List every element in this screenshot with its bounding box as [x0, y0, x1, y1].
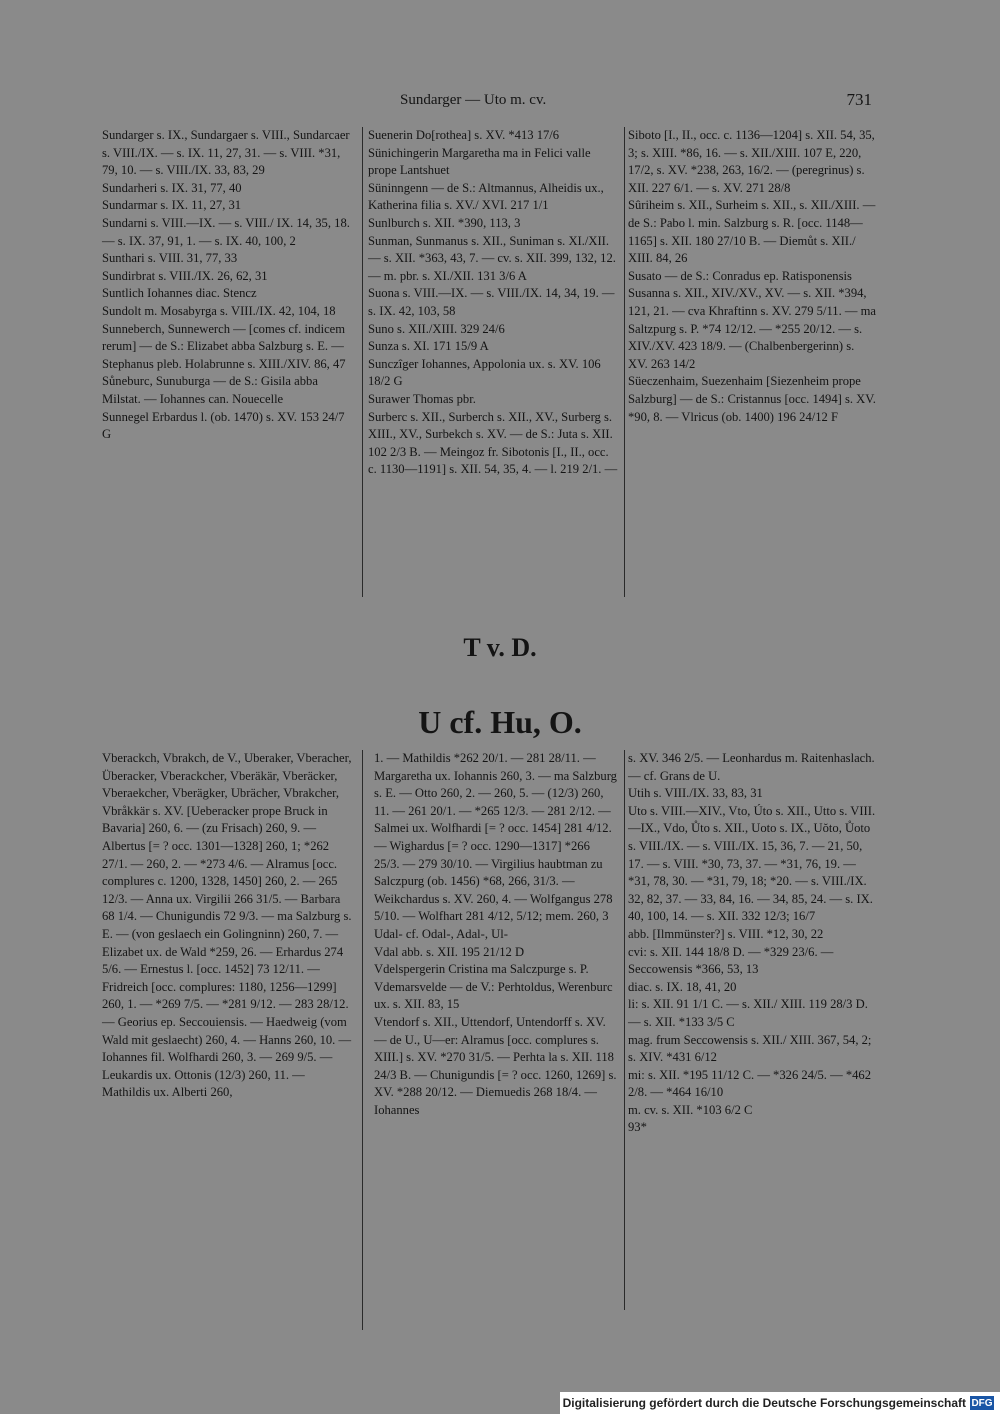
- page-header: [0, 92, 1000, 114]
- funding-footer: [560, 1392, 1000, 1414]
- bottom-column-1: Vberackch, Vbrakch, de V., Uberaker, Vberacher, Überacker, Vberackcher, Vberäkär, Vberäcker, Vberaekcher, Vberägker, Ubrächer, Vbrakcher, Vbråkkär s. XV. [Ueberacker prope Bruck in Bavaria] 260, 6. — (zu Frisach) 260, 9. — Albertus [= ? occ. 1301—1328] 260, 1; *262 27/1. — 260, 2. — *273 4/6. — Alramus [occ. complures c. 1200, 1328, 1450] 260, 2. — 265 12/3. — Anna ux. Virgilii 266 31/5. — Barbara 68 1/4. — Chunigundis 72 9/3. — ma Salzburg s. E. — (von geslaech ein Golingninn) 260, 7. — Elizabet ux. de Wald *259, 26. — Erhardus 274 5/6. — Ernestus l. [occ. 1452] 73 12/11. — Fridreich [occ. complures: 1180, 1256—1299] 260, 1. — *269 7/5. — *281 9/12. — 283 28/12. — Georius ep. Seccouiensis. — Haedweig (vom Wald mit geslaecht) 260, 4. — Hanns 260, 10. — Iohannes fil. Wolfhardi 260, 3. — 269 9/5. — Leukardis ux. Ottonis (12/3) 260, 11. — Mathildis ux. Alberti 260,: [102, 751, 352, 1100]
- column-divider: [362, 127, 363, 597]
- column-divider: [624, 750, 625, 1310]
- top-column-3: Siboto [I., II., occ. c. 1136—1204] s. XII. 54, 35, 3; s. XIII. *86, 16. — s. XII./XIII. 107 E, 220, 17/2, s. XV. *238, 263, 16/2. — (peregrinus) s. XII. 227 6/1. — s. XV. 271 28/8 Sûriheim s. XII., Surheim s. XII., s. XII./XIII. — de S.: Pabo l. min. Salzburg s. R. [occ. 1148—1165] s. XII. 180 27/10 B. — Diemůt s. XII./ XIII. 84, 26 Susato — de S.: Conradus ep. Ratisponensis Susanna s. XII., XIV./XV., XV. — s. XII. *394, 121, 21. — cva Khraftinn s. XV. 279 5/11. — ma Saltzpurg s. P. *74 12/12. — *255 20/12. — s. XIV./XV. 423 18/9. — (Chalbenbergerinn) s. XV. 263 14/2 Süeczenhaim, Suezenhaim [Siezenheim prope Salzburg] — de S.: Cristannus [occ. 1494] s. XV. *90, 8. — Vlricus (ob. 1400) 196 24/12 F: [628, 128, 876, 424]
- top-column-1: Sundarger s. IX., Sundargaer s. VIII., Sundarcaer s. VIII./IX. — s. IX. 11, 27, 31. — s. VIII. *31, 79, 10. — s. VIII./IX. 33, 83, 29 Sundarheri s. IX. 31, 77, 40 Sundarmar s. IX. 11, 27, 31 Sundarni s. VIII.—IX. — s. VIII./ IX. 14, 35, 18. — s. IX. 37, 91, 1. — s. IX. 40, 100, 2 Sunthari s. VIII. 31, 77, 33 Sundirbrat s. VIII./IX. 26, 62, 31 Suntlich Iohannes diac. Stencz Sundolt m. Mosabyrga s. VIII./IX. 42, 104, 18 Sunneberch, Sunnewerch — [comes cf. indicem rerum] — de S.: Elizabet abba Salzburg s. E. — Stephanus pleb. Holabrunne s. XIII./XIV. 86, 47 Sůneburc, Sunuburga — de S.: Gisila abba Milstat. — Iohannes can. Nouecelle Sunnegel Erbardus l. (ob. 1470) s. XV. 153 24/7 G: [102, 128, 350, 442]
- top-column-2: Suenerin Do[rothea] s. XV. *413 17/6 Sünichingerin Margaretha ma in Felici valle prope Lantshuet Süninngenn — de S.: Altmannus, Alheidis ux., Katherina filia s. XV./ XVI. 217 1/1 Sunlburch s. XII. *390, 113, 3 Sunman, Sunmanus s. XII., Suniman s. XI./XII. — s. XII. *363, 43, 7. — cv. s. XII. 399, 132, 12. — m. pbr. s. XI./XII. 131 3/6 A Suona s. VIII.—IX. — s. VIII./IX. 14, 34, 19. — s. IX. 42, 103, 58 Suno s. XII./XIII. 329 24/6 Sunza s. XI. 171 15/9 A Sunczîger Iohannes, Appolonia ux. s. XV. 106 18/2 G Surawer Thomas pbr. Surberc s. XII., Surberch s. XII., XV., Surberg s. XIII., XV., Surbekch s. XV. — de S.: Juta s. XII. 102 2/3 B. — Meingoz fr. Sibotonis [I., II., occ. c. 1130—1191] s. XII. 54, 35, 4. — l. 219 2/1. —: [368, 128, 618, 477]
- bottom-column-2: 1. — Mathildis *262 20/1. — 281 28/11. — Margaretha ux. Iohannis 260, 3. — ma Salzburg s. E. — Otto 260, 2. — 260, 5. — (12/3) 260, 11. — 261 20/1. — *265 12/3. — 281 2/12. — Salmei ux. Wolfhardi [= ? occ. 1454] 281 4/12. — Wighardus [= ? occ. 1290—1317] *266 25/3. — 279 30/10. — Virgilius haubtman zu Salczpurg (ob. 1456) *68, 266, 31/3. — Weikchardus s. XV. 260, 4. — Wolfgangus 278 5/10. — Wolfhart 281 4/12, 5/12; mem. 260, 3 Udal- cf. Odal-, Adal-, Ul- Vdal abb. s. XII. 195 21/12 D Vdelspergerin Cristina ma Salczpurge s. P. Vdemarsvelde — de V.: Perhtoldus, Werenburc ux. s. XII. 83, 15 Vtendorf s. XII., Uttendorf, Untendorff s. XV. — de U., U—er: Alramus [occ. complures s. XIII.] s. XV. *270 31/5. — Perhta la s. XII. 118 24/3 B. — Chunigundis [= ? occ. 1260, 1269] s. XV. *288 20/12. — Diemuedis 268 18/4. — Iohannes: [374, 751, 617, 1117]
- column-divider: [624, 127, 625, 597]
- funding-text: Digitalisierung gefördert durch die Deutsche Forschungsgemeinschaft: [562, 1396, 966, 1410]
- section-heading-t: T v. D.: [463, 633, 537, 662]
- running-title: Sundarger — Uto m. cv.: [400, 92, 547, 108]
- column-divider: [362, 750, 363, 1330]
- bottom-column-3: s. XV. 346 2/5. — Leonhardus m. Raitenhaslach. — cf. Grans de U. Utih s. VIII./IX. 33, 83, 31 Uto s. VIII.—XIV., Vto, Úto s. XII., Utto s. VIII.—IX., Vdo, Ůto s. XII., Uoto s. IX., Uŏto, Ůoto s. VIII./IX. — s. VIII./IX. 15, 36, 7. — 21, 50, 17. — s. VIII. *30, 73, 37. — *31, 76, 19. — *31, 78, 30. — *31, 79, 18; *20. — s. VIII./IX. 32, 82, 37. — 33, 84, 16. — 34, 85, 24. — s. IX. 40, 100, 14. — s. XII. 332 12/3; 16/7 abb. [Ilmmünster?] s. VIII. *12, 30, 22 cvi: s. XII. 144 18/8 D. — *329 23/6. — Seccowensis *366, 53, 13 diac. s. IX. 18, 41, 20 li: s. XII. 91 1/1 C. — s. XII./ XIII. 119 28/3 D. — s. XII. *133 3/5 C mag. frum Seccowensis s. XII./ XIII. 367, 54, 2; s. XIV. *431 6/12 mi: s. XII. *195 11/12 C. — *326 24/5. — *462 2/8. — *464 16/10 m. cv. s. XII. *103 6/2 C 93*: [628, 751, 876, 1135]
- page-number: 731: [846, 90, 872, 109]
- section-heading-u: U cf. Hu, O.: [418, 704, 582, 740]
- dfg-logo-icon: DFG: [971, 1397, 993, 1409]
